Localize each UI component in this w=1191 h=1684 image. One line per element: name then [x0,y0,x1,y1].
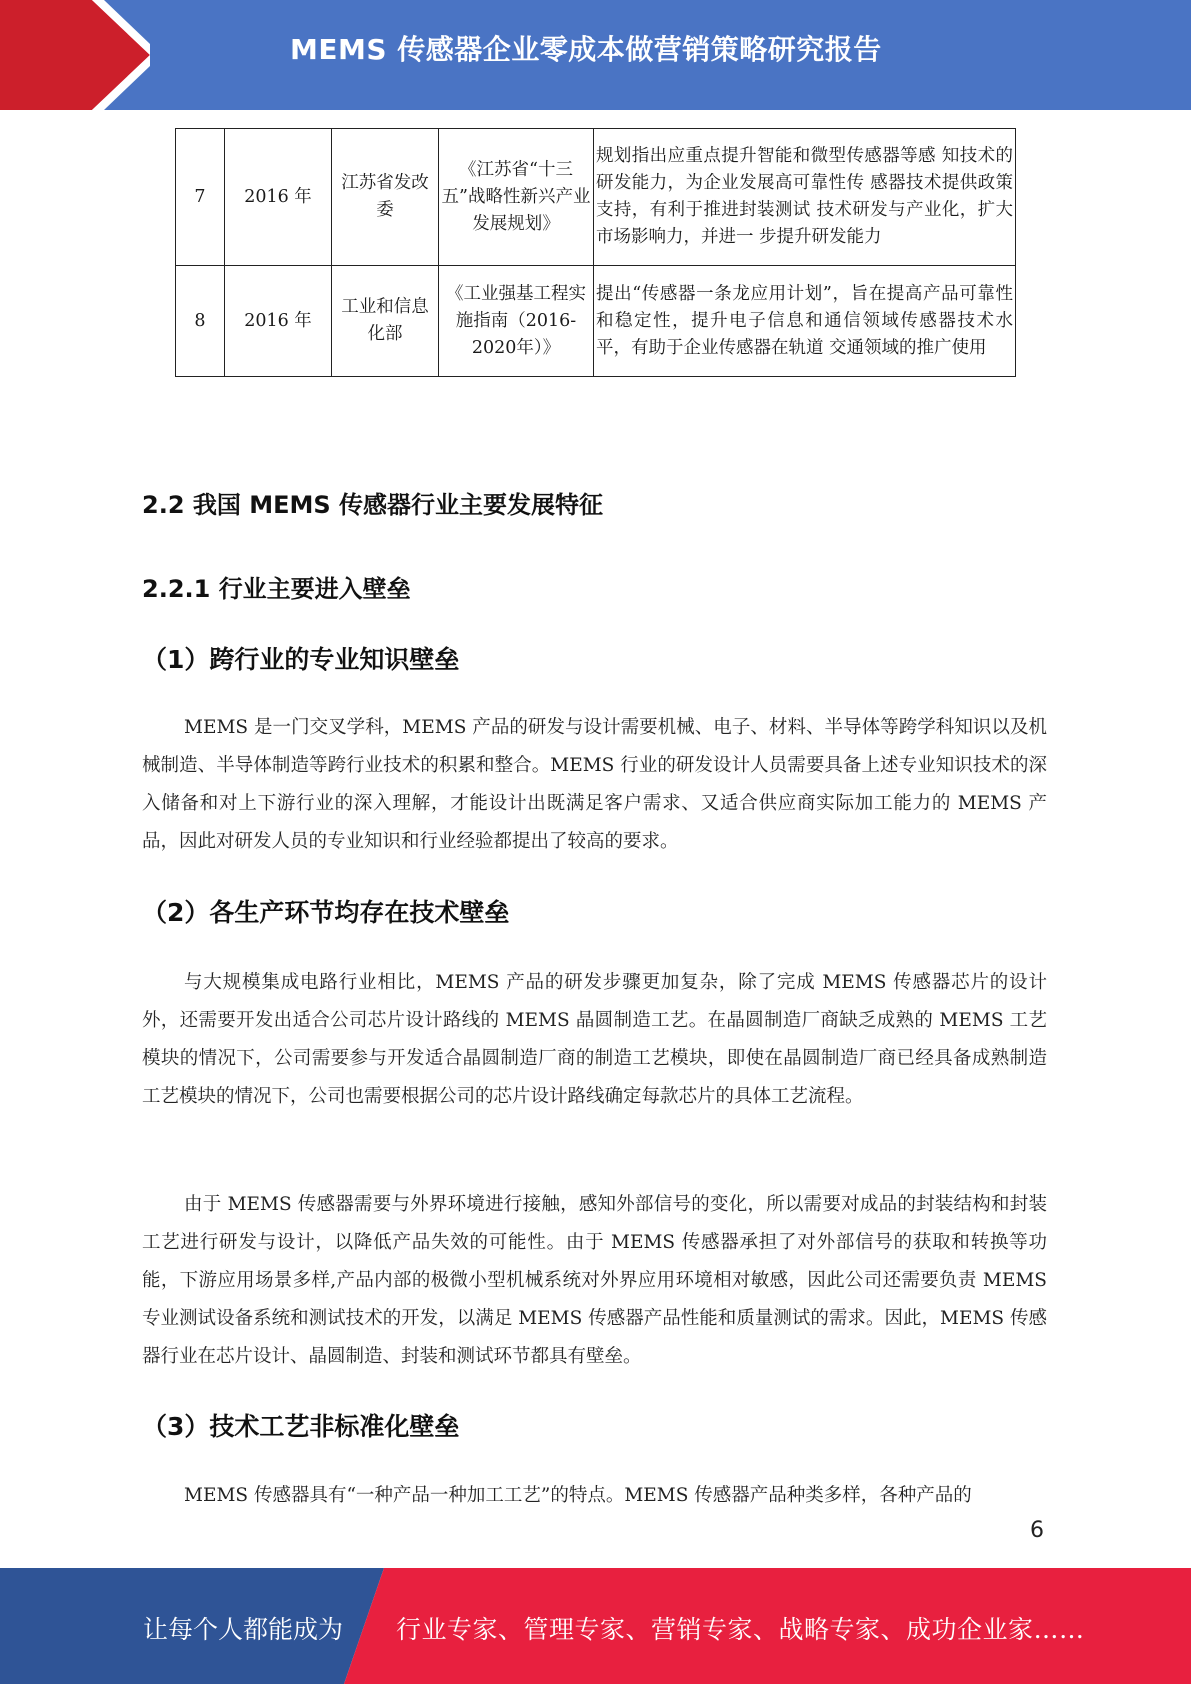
section-heading-2-2: 2.2 我国 MEMS 传感器行业主要发展特征 [142,491,604,519]
row-document: 《工业强基工程实施指南（2016-2020年）》 [439,266,594,377]
paragraph-knowledge-barrier: MEMS 是一门交叉学科，MEMS 产品的研发与设计需要机械、电子、材料、半导体等跨学科知识以及机械制造、半导体制造等跨行业技术的积累和整合。MEMS 行业的研发设计人员需要具备上述专业知识技术的深入储备和对上下游行业的深入理解，才能设计出既满足客户需求、又适合供应商实际加工能力的 MEMS 产品，因此对研发人员的专业知识和行业经验都提出了较高的要求。 [142,717,1047,852]
row-number: 8 [176,266,225,377]
page-number: 6 [1030,1518,1044,1543]
row-document: 《江苏省“十三五”战略性新兴产业发展规划》 [439,129,594,266]
table-row [176,266,1016,377]
section-heading-2-2-1: 2.2.1 行业主要进入壁垒 [142,575,411,603]
table-row [176,129,1016,266]
report-title: MEMS 传感器企业零成本做营销策略研究报告 [290,33,882,66]
row-description: 规划指出应重点提升智能和微型传感器等感 知技术的研发能力，为企业发展高可靠性传 感器技术提供政策支持，有利于推进封装测试 技术研发与产业化，扩大市场影响力，并进一 步提升研发能力 [594,129,1016,266]
row-department: 工业和信息化部 [332,266,439,377]
policy-table [175,128,1016,377]
footer-slogan-right: 行业专家、管理专家、营销专家、战略专家、成功企业家…… [396,1615,1085,1644]
footer-slogan-left: 让每个人都能成为 [143,1615,344,1644]
row-year: 2016 年 [225,129,332,266]
row-description: 提出“传感器一条龙应用计划”，旨在提高产品可靠性和稳定性，提升电子信息和通信领域传感器技术水平，有助于企业传感器在轨道 交通领域的推广使用 [594,266,1016,377]
paragraph-production-barrier: 与大规模集成电路行业相比，MEMS 产品的研发步骤更加复杂，除了完成 MEMS 传感器芯片的设计外，还需要开发出适合公司芯片设计路线的 MEMS 晶圆制造工艺。在晶圆制造厂商缺乏成熟的 MEMS 工艺模块的情况下，公司需要参与开发适合晶圆制造厂商的制造工艺模块，即使在晶圆制造厂商已经具备成熟制造工艺模块的情况下，公司也需要根据公司的芯片设计路线确定每款芯片的具体工艺流程。 [142,972,1047,1107]
paragraph-nonstandard-process: MEMS 传感器具有“一种产品一种加工工艺”的特点。MEMS 传感器产品种类多样，各种产品的 [184,1485,972,1506]
subheading-cross-industry-knowledge: （1）跨行业的专业知识壁垒 [142,645,460,674]
subheading-nonstandard-process-barrier: （3）技术工艺非标准化壁垒 [142,1412,460,1441]
paragraph-packaging-testing-barrier: 由于 MEMS 传感器需要与外界环境进行接触，感知外部信号的变化，所以需要对成品的封装结构和封装工艺进行研发与设计，以降低产品失效的可能性。由于 MEMS 传感器承担了对外部信号的获取和转换等功能，下游应用场景多样,产品内部的极微小型机械系统对外界应用环境相对敏感，因此公司还需要负责 MEMS 专业测试设备系统和测试技术的开发，以满足 MEMS 传感器产品性能和质量测试的需求。因此，MEMS 传感器行业在芯片设计、晶圆制造、封装和测试环节都具有壁垒。 [142,1194,1047,1367]
row-department: 江苏省发改委 [332,129,439,266]
subheading-production-technical-barrier: （2）各生产环节均存在技术壁垒 [142,898,510,927]
header-red-arrow-decoration [0,0,150,110]
row-year: 2016 年 [225,266,332,377]
row-number: 7 [176,129,225,266]
